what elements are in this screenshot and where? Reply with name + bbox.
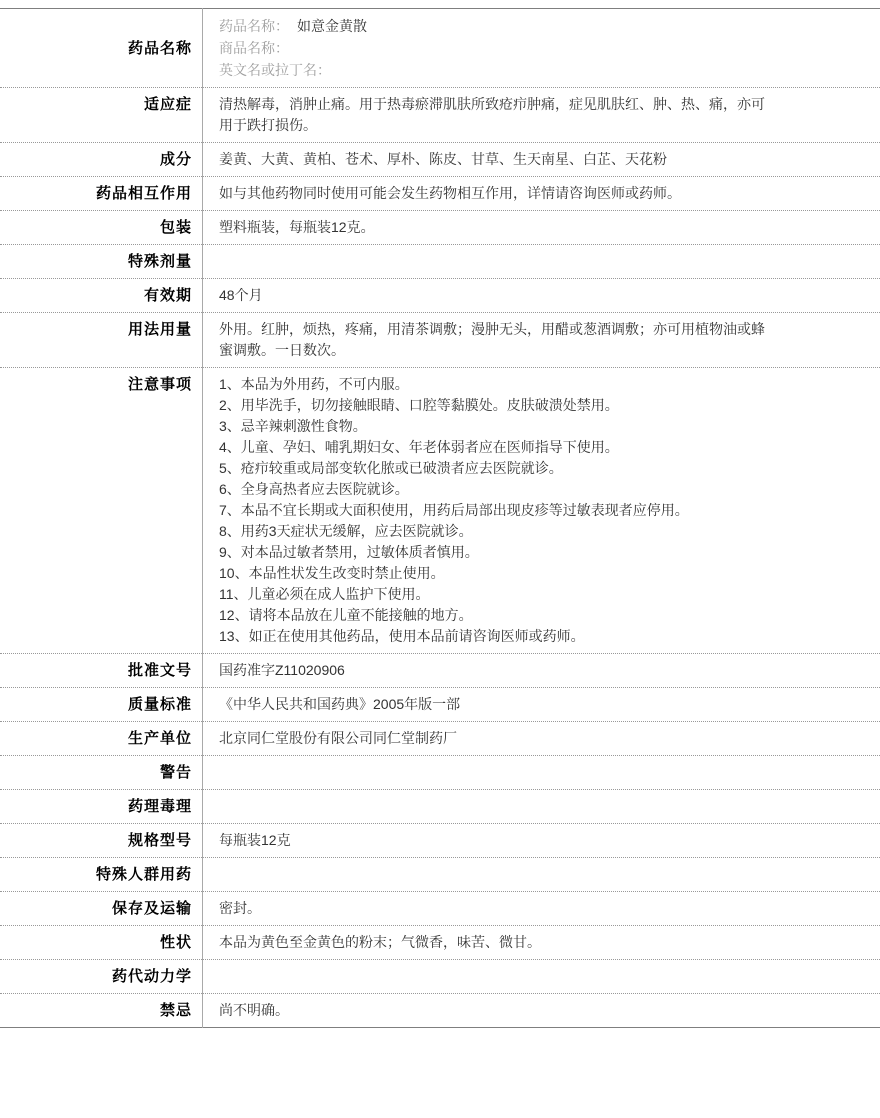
row-pharmacokinetics xyxy=(0,960,880,994)
row-label: 药代动力学 xyxy=(0,960,203,994)
row-label: 注意事项 xyxy=(0,368,203,654)
row-dosage-usage xyxy=(0,313,880,368)
row-label: 特殊剂量 xyxy=(0,245,203,279)
row-label: 禁忌 xyxy=(0,994,203,1028)
precaution-item: 11、儿童必须在成人监护下使用。 xyxy=(219,584,777,605)
row-value-cell xyxy=(203,368,880,654)
row-label: 适应症 xyxy=(0,88,203,143)
row-value: 密封。 xyxy=(219,898,777,919)
row-label: 用法用量 xyxy=(0,313,203,368)
row-value xyxy=(219,864,777,885)
row-value-cell xyxy=(203,313,880,368)
row-value-cell xyxy=(203,654,880,688)
row-value-cell xyxy=(203,9,880,88)
row-value-cell xyxy=(203,245,880,279)
row-value: 本品为黄色至金黄色的粉末；气微香，味苦、微甘。 xyxy=(219,932,777,953)
row-label: 保存及运输 xyxy=(0,892,203,926)
row-shelf-life xyxy=(0,279,880,313)
generic-name-line xyxy=(219,15,777,37)
row-ingredients xyxy=(0,143,880,177)
precaution-item: 9、对本品过敏者禁用，过敏体质者慎用。 xyxy=(219,542,777,563)
row-value-cell xyxy=(203,211,880,245)
row-value: 清热解毒，消肿止痛。用于热毒瘀滞肌肤所致疮疖肿痛，症见肌肤红、肿、热、痛，亦可用于跌打损伤。 xyxy=(219,94,777,136)
row-packaging xyxy=(0,211,880,245)
row-manufacturer xyxy=(0,722,880,756)
precaution-item: 3、忌辛辣刺激性食物。 xyxy=(219,416,777,437)
precaution-item: 8、用药3天症状无缓解，应去医院就诊。 xyxy=(219,521,777,542)
row-value-cell xyxy=(203,858,880,892)
precaution-item: 13、如正在使用其他药品，使用本品前请咨询医师或药师。 xyxy=(219,626,777,647)
trade-name-label: 商品名称： xyxy=(219,37,777,59)
row-label: 包装 xyxy=(0,211,203,245)
row-value: 塑料瓶装，每瓶装12克。 xyxy=(219,217,777,238)
row-label: 药品名称 xyxy=(0,9,203,88)
row-value xyxy=(219,251,777,272)
row-specification xyxy=(0,824,880,858)
row-value: 国药准字Z11020906 xyxy=(219,660,777,681)
row-drug-interactions xyxy=(0,177,880,211)
precaution-item: 2、用毕洗手，切勿接触眼睛、口腔等黏膜处。皮肤破溃处禁用。 xyxy=(219,395,777,416)
row-label: 有效期 xyxy=(0,279,203,313)
precaution-item: 7、本品不宜长期或大面积使用，用药后局部出现皮疹等过敏表现者应停用。 xyxy=(219,500,777,521)
row-value-cell xyxy=(203,824,880,858)
english-name-label: 英文名或拉丁名： xyxy=(219,59,777,81)
row-value: 尚不明确。 xyxy=(219,1000,777,1021)
row-value xyxy=(219,966,777,987)
row-value: 《中华人民共和国药典》2005年版一部 xyxy=(219,694,777,715)
row-value-cell xyxy=(203,994,880,1028)
row-value-cell xyxy=(203,892,880,926)
row-label: 药品相互作用 xyxy=(0,177,203,211)
row-value-cell xyxy=(203,790,880,824)
precaution-item: 1、本品为外用药，不可内服。 xyxy=(219,374,777,395)
precaution-item: 12、请将本品放在儿童不能接触的地方。 xyxy=(219,605,777,626)
row-label: 成分 xyxy=(0,143,203,177)
generic-name-label: 药品名称： xyxy=(219,18,289,34)
row-label: 生产单位 xyxy=(0,722,203,756)
precaution-item: 10、本品性状发生改变时禁止使用。 xyxy=(219,563,777,584)
row-special-population xyxy=(0,858,880,892)
row-approval-number xyxy=(0,654,880,688)
row-warning xyxy=(0,756,880,790)
row-label: 警告 xyxy=(0,756,203,790)
precaution-item: 6、全身高热者应去医院就诊。 xyxy=(219,479,777,500)
row-contraindications xyxy=(0,994,880,1028)
row-value: 外用。红肿，烦热，疼痛，用清茶调敷；漫肿无头，用醋或葱酒调敷；亦可用植物油或蜂蜜调敷。一日数次。 xyxy=(219,319,777,361)
row-label: 特殊人群用药 xyxy=(0,858,203,892)
row-label: 药理毒理 xyxy=(0,790,203,824)
row-value-cell xyxy=(203,926,880,960)
precaution-item: 4、儿童、孕妇、哺乳期妇女、年老体弱者应在医师指导下使用。 xyxy=(219,437,777,458)
row-value: 姜黄、大黄、黄柏、苍术、厚朴、陈皮、甘草、生天南星、白芷、天花粉 xyxy=(219,149,777,170)
row-value-cell xyxy=(203,960,880,994)
row-value-cell xyxy=(203,688,880,722)
row-value xyxy=(219,796,777,817)
row-label: 性状 xyxy=(0,926,203,960)
row-value-cell xyxy=(203,143,880,177)
row-value: 北京同仁堂股份有限公司同仁堂制药厂 xyxy=(219,728,777,749)
row-label: 规格型号 xyxy=(0,824,203,858)
row-precautions xyxy=(0,368,880,654)
drug-info-table xyxy=(0,8,880,1028)
generic-name-value: 如意金黄散 xyxy=(297,18,367,34)
row-label: 批准文号 xyxy=(0,654,203,688)
row-value-cell xyxy=(203,279,880,313)
row-value-cell xyxy=(203,88,880,143)
row-value: 48个月 xyxy=(219,285,777,306)
row-indications xyxy=(0,88,880,143)
row-value-cell xyxy=(203,177,880,211)
row-value: 每瓶装12克 xyxy=(219,830,777,851)
row-pharmacology-toxicology xyxy=(0,790,880,824)
row-drug-name xyxy=(0,9,880,88)
row-storage-transport xyxy=(0,892,880,926)
precaution-item: 5、疮疖较重或局部变软化脓或已破溃者应去医院就诊。 xyxy=(219,458,777,479)
row-value-cell xyxy=(203,756,880,790)
row-value xyxy=(219,762,777,783)
row-properties xyxy=(0,926,880,960)
row-value-cell xyxy=(203,722,880,756)
row-quality-standard xyxy=(0,688,880,722)
row-label: 质量标准 xyxy=(0,688,203,722)
row-value: 如与其他药物同时使用可能会发生药物相互作用，详情请咨询医师或药师。 xyxy=(219,183,777,204)
row-special-dosage xyxy=(0,245,880,279)
